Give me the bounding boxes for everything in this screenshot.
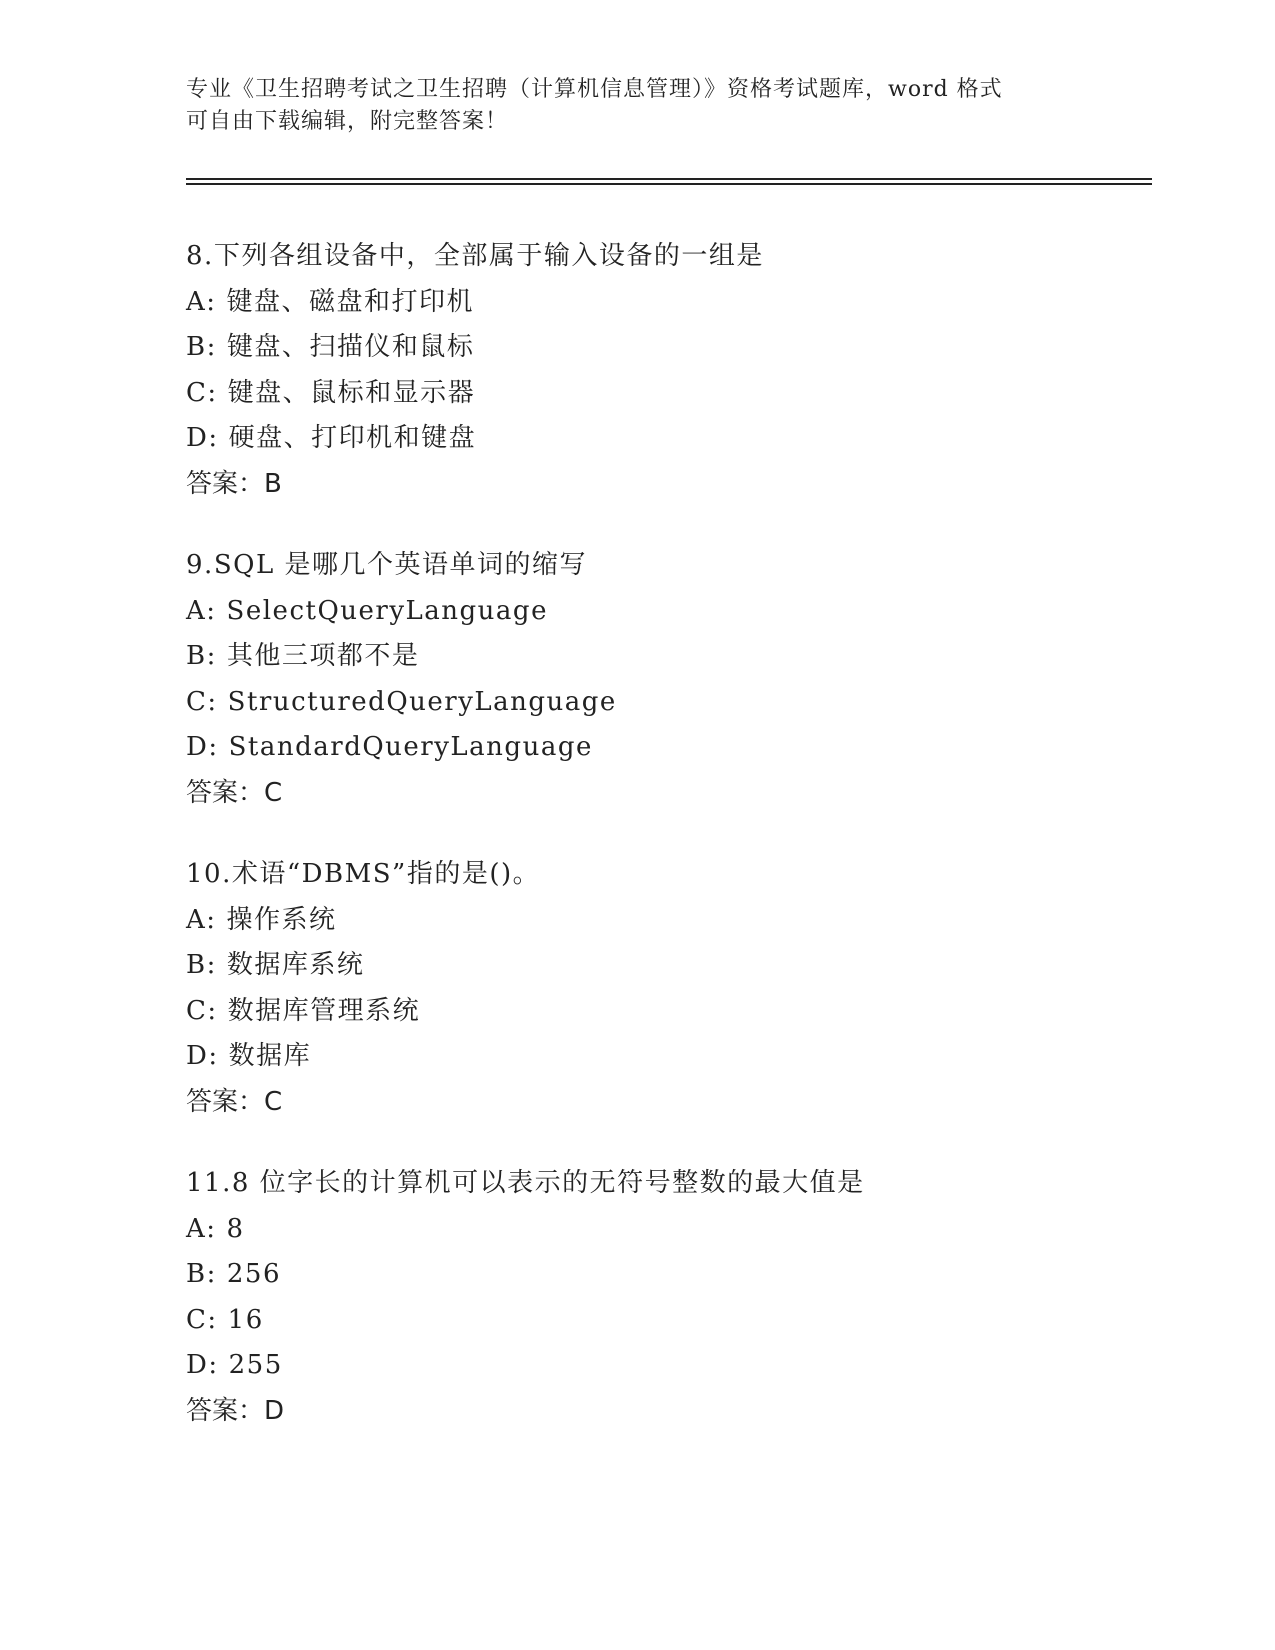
option-letter: C <box>186 995 208 1026</box>
option-text: 键盘、磁盘和打印机 <box>226 286 475 317</box>
option-text: 其他三项都不是 <box>226 641 420 671</box>
answer-line <box>186 771 1146 817</box>
question-text: 术语“DBMS”指的是()。 <box>231 859 541 889</box>
question-11 <box>186 1161 1146 1434</box>
option-text: 数据库系统 <box>226 950 365 980</box>
option-letter: D <box>186 732 209 762</box>
document-header <box>186 74 1086 138</box>
question-number: 9. <box>186 550 214 580</box>
answer-value: C <box>264 777 283 808</box>
option-c: C: 键盘、鼠标和显示器 <box>186 377 476 408</box>
option-text: 数据库 <box>228 1041 312 1071</box>
option-text: 键盘、扫描仪和鼠标 <box>226 332 475 362</box>
option-a: A: 8 <box>186 1213 245 1244</box>
answer-label: 答案： <box>186 1086 265 1117</box>
answer-label: 答案： <box>186 1395 265 1426</box>
option-letter: B <box>186 1259 207 1289</box>
option-text: 16 <box>227 1304 264 1335</box>
option-letter: D <box>186 1041 209 1071</box>
option-letter: B <box>186 332 207 362</box>
option-d: D: 255 <box>186 1350 283 1380</box>
header-line-1: 专业《卫生招聘考试之卫生招聘（计算机信息管理）》资格考试题库，word 格式 <box>186 77 1003 102</box>
question-text: 下列各组设备中，全部属于输入设备的一组是 <box>213 241 764 271</box>
question-stem <box>186 543 1146 589</box>
answer-line <box>186 462 1146 508</box>
question-number: 11. <box>186 1168 232 1198</box>
answer-label: 答案： <box>186 468 265 499</box>
answer-line <box>186 1080 1146 1126</box>
option-letter: A <box>186 904 207 935</box>
option-a: A: 操作系统 <box>186 904 337 935</box>
header-divider-bottom <box>186 183 1152 185</box>
answer-label: 答案： <box>186 777 265 808</box>
option-a: A: SelectQueryLanguage <box>186 595 548 626</box>
question-9 <box>186 543 1146 816</box>
option-text: StandardQueryLanguage <box>228 732 593 762</box>
option-text: SelectQueryLanguage <box>226 595 548 626</box>
option-d: D: 数据库 <box>186 1041 312 1071</box>
answer-value: C <box>264 1086 283 1117</box>
option-letter: C <box>186 686 208 717</box>
question-8 <box>186 234 1146 507</box>
question-10 <box>186 852 1146 1125</box>
option-d: D: StandardQueryLanguage <box>186 732 593 762</box>
option-text: 8 <box>226 1213 245 1244</box>
option-text: 数据库管理系统 <box>227 995 421 1026</box>
option-text: StructuredQueryLanguage <box>227 686 617 717</box>
option-letter: B <box>186 950 207 980</box>
option-letter: A <box>186 1213 207 1244</box>
option-text: 操作系统 <box>226 904 337 935</box>
question-list <box>186 234 1146 1470</box>
option-text: 255 <box>228 1350 283 1380</box>
question-stem <box>186 852 1146 898</box>
option-b: B: 256 <box>186 1259 282 1289</box>
option-text: 键盘、鼠标和显示器 <box>227 377 476 408</box>
header-line-2: 可自由下载编辑，附完整答案！ <box>186 109 509 134</box>
option-b: B: 键盘、扫描仪和鼠标 <box>186 332 475 362</box>
question-stem <box>186 234 1146 280</box>
answer-line <box>186 1389 1146 1435</box>
option-c: C: 数据库管理系统 <box>186 995 421 1026</box>
option-text: 硬盘、打印机和键盘 <box>228 423 477 453</box>
question-stem <box>186 1161 1146 1207</box>
question-text: 8 位字长的计算机可以表示的无符号整数的最大值是 <box>231 1168 865 1198</box>
option-letter: C <box>186 1304 208 1335</box>
option-c: C: 16 <box>186 1304 264 1335</box>
question-number: 10. <box>186 859 232 889</box>
option-letter: A <box>186 595 207 626</box>
option-b: B: 其他三项都不是 <box>186 641 420 671</box>
option-a: A: 键盘、磁盘和打印机 <box>186 286 475 317</box>
option-text: 256 <box>226 1259 282 1289</box>
option-b: B: 数据库系统 <box>186 950 365 980</box>
option-letter: D <box>186 1350 209 1380</box>
question-number: 8. <box>186 241 214 271</box>
header-divider-top <box>186 178 1152 180</box>
option-letter: A <box>186 286 207 317</box>
option-letter: B <box>186 641 207 671</box>
option-d: D: 硬盘、打印机和键盘 <box>186 423 477 453</box>
option-c: C: StructuredQueryLanguage <box>186 686 617 717</box>
answer-value: D <box>264 1395 285 1426</box>
answer-value: B <box>264 468 282 499</box>
option-letter: D <box>186 423 209 453</box>
question-text: SQL 是哪几个英语单词的缩写 <box>213 550 587 580</box>
option-letter: C <box>186 377 208 408</box>
